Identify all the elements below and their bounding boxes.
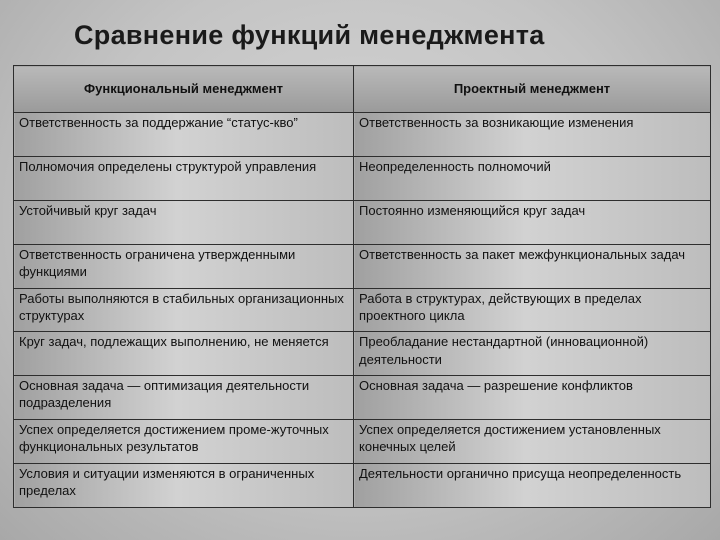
cell-project: Деятельности органично присуща неопределенность (354, 464, 711, 508)
cell-functional: Успех определяется достижением проме-жуточных функциональных результатов (14, 420, 354, 464)
table-row (14, 288, 711, 332)
cell-functional: Ответственность за поддержание “статус-кво” (14, 112, 354, 156)
cell-functional: Круг задач, подлежащих выполнению, не меняется (14, 332, 354, 376)
cell-project: Неопределенность полномочий (354, 156, 711, 200)
table-row (14, 156, 711, 200)
cell-project: Преобладание нестандартной (инновационной) деятельности (354, 332, 711, 376)
header-project-management: Проектный менеджмент (354, 66, 711, 113)
cell-project: Основная задача — разрешение конфликтов (354, 376, 711, 420)
table-header-row (14, 66, 711, 113)
table-row (14, 376, 711, 420)
table-row (14, 420, 711, 464)
header-functional-management: Функциональный менеджмент (14, 66, 354, 113)
cell-functional: Полномочия определены структурой управления (14, 156, 354, 200)
table-row (14, 244, 711, 288)
cell-functional: Ответственность ограничена утвержденными функциями (14, 244, 354, 288)
table-row (14, 464, 711, 508)
page-title: Сравнение функций менеджмента (74, 20, 545, 50)
table-row (14, 112, 711, 156)
table-row (14, 200, 711, 244)
cell-functional: Основная задача — оптимизация деятельности подразделения (14, 376, 354, 420)
cell-project: Работа в структурах, действующих в пределах проектного цикла (354, 288, 711, 332)
cell-functional: Устойчивый круг задач (14, 200, 354, 244)
cell-project: Успех определяется достижением установленных конечных целей (354, 420, 711, 464)
cell-functional: Условия и ситуации изменяются в ограниченных пределах (14, 464, 354, 508)
cell-project: Ответственность за возникающие изменения (354, 112, 711, 156)
cell-functional: Работы выполняются в стабильных организационных структурах (14, 288, 354, 332)
table-row (14, 332, 711, 376)
cell-project: Постоянно изменяющийся круг задач (354, 200, 711, 244)
comparison-table (13, 65, 711, 508)
cell-project: Ответственность за пакет межфункциональных задач (354, 244, 711, 288)
